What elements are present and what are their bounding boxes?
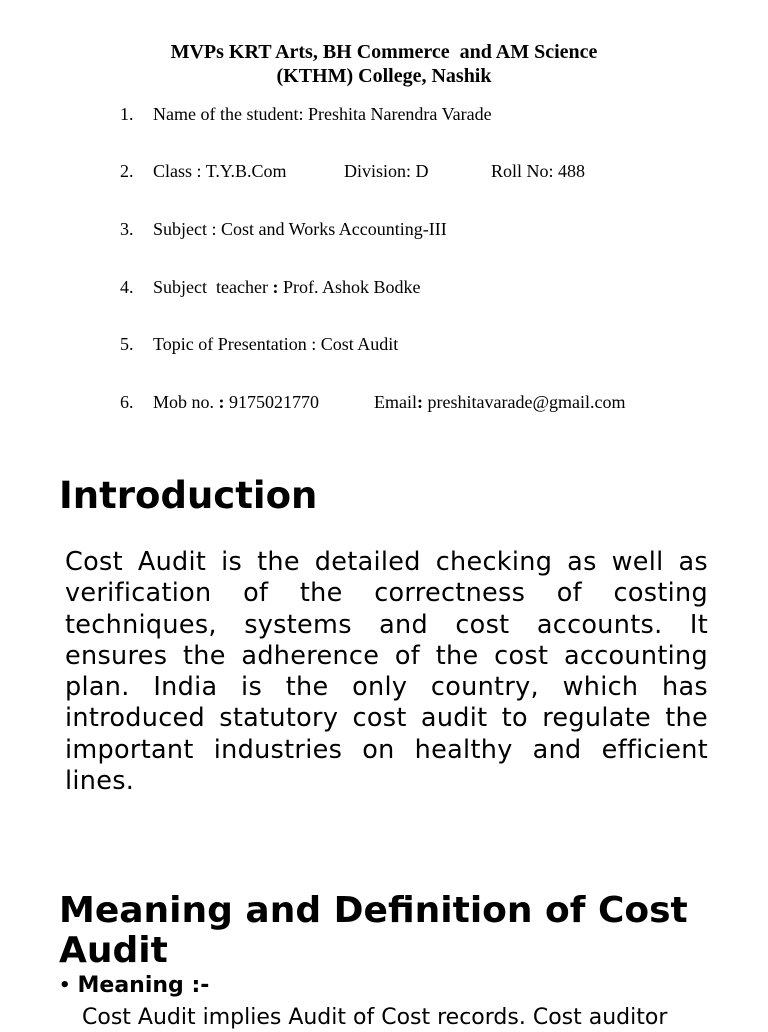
- subject-value: Cost and Works Accounting-III: [221, 219, 447, 239]
- teacher-value: Prof. Ashok Bodke: [282, 277, 421, 297]
- division-label: Division:: [344, 161, 416, 181]
- class-value: T.Y.B.Com: [205, 161, 287, 181]
- email-value: preshitavarade@gmail.com: [427, 392, 626, 412]
- topic-label: Topic of Presentation :: [153, 334, 321, 354]
- bullet-icon: •: [59, 975, 71, 996]
- topic-value: Cost Audit: [320, 334, 399, 354]
- email-separator: :: [417, 392, 428, 412]
- meaning-label: Meaning :-: [77, 973, 210, 998]
- class-label: Class :: [153, 161, 206, 181]
- info-item-number: 6.: [120, 392, 134, 412]
- introduction-paragraph: Cost Audit is the detailed checking as well as verification of the correctness of costing techniques, systems and cost accounts. It ensures the adherence of the cost accounting plan. India is the only country, which has introduced statutory cost audit to regulate the important industries on healthy and efficient lines.: [65, 547, 708, 797]
- info-item-number: 3.: [120, 219, 134, 239]
- meaning-text: Cost Audit implies Audit of Cost records. Cost auditor: [82, 1005, 668, 1030]
- info-item-number: 1.: [120, 104, 134, 124]
- mobile-value: 9175021770: [229, 392, 320, 412]
- roll-no-value: 488: [558, 161, 586, 181]
- teacher-label: Subject teacher: [153, 277, 273, 297]
- college-name-line2: (KTHM) College, Nashik: [276, 65, 492, 87]
- info-item-number: 5.: [120, 334, 134, 354]
- division-value: D: [415, 161, 429, 181]
- info-item-number: 2.: [120, 161, 134, 181]
- email-label: Email: [374, 392, 417, 412]
- mobile-label: Mob no.: [153, 392, 219, 412]
- info-item-number: 4.: [120, 277, 134, 297]
- introduction-heading: Introduction: [59, 474, 318, 517]
- student-name-label: Name of the student:: [153, 104, 308, 124]
- roll-no-label: Roll No:: [491, 161, 559, 181]
- college-name-line1: MVPs KRT Arts, BH Commerce and AM Science: [170, 41, 598, 63]
- meaning-definition-heading: Meaning and Definition of Cost Audit: [59, 890, 688, 971]
- subject-label: Subject :: [153, 219, 221, 239]
- mobile-separator: :: [218, 392, 230, 412]
- meaning-bullet-item: [59, 972, 209, 1000]
- teacher-separator: :: [272, 277, 283, 297]
- college-header: [0, 40, 768, 88]
- student-name-value: Preshita Narendra Varade: [307, 104, 492, 124]
